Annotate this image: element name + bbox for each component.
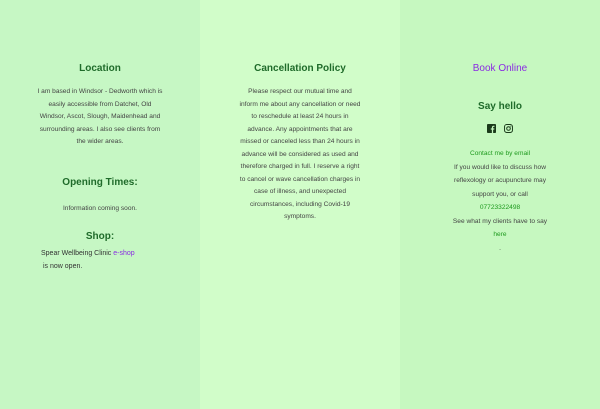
opening-times-heading: Opening Times: xyxy=(62,177,138,188)
cancellation-heading: Cancellation Policy xyxy=(254,63,346,74)
shop-text xyxy=(41,247,135,273)
eshop-link[interactable]: e-shop xyxy=(113,250,135,257)
clients-text: See what my clients have to say xyxy=(452,217,548,225)
opening-times-text: Information coming soon. xyxy=(62,205,138,212)
location-column xyxy=(0,0,200,409)
shop-text-before: Spear Wellbeing Clinic xyxy=(41,250,114,257)
trailing-dot: . xyxy=(499,244,501,252)
cancellation-column xyxy=(200,0,400,409)
instagram-icon[interactable] xyxy=(504,124,513,133)
facebook-icon[interactable] xyxy=(487,124,496,133)
social-icons xyxy=(400,124,600,133)
book-online-link[interactable]: Book Online xyxy=(472,63,528,74)
shop-heading: Shop: xyxy=(85,231,115,242)
phone-link[interactable]: 07723322498 xyxy=(479,204,521,211)
location-heading: Location xyxy=(79,63,121,74)
cancellation-text: Please respect our mutual time and inform me about any cancellation or need to reschedule at least 24 hours in advance. Any appointments that are missed or canceled less than 24 hours in advance will be considered as used and therefore charged in full. I reserve a right to cancel or wave cancellation charges in case of illness, and unexpected circumstances, including Covid-19 symptoms. xyxy=(239,88,361,220)
clients-here-link[interactable]: here xyxy=(493,231,507,238)
contact-block xyxy=(400,147,600,255)
contact-text: If you would like to discuss how reflexology or acupuncture may support you, or call xyxy=(454,163,546,198)
contact-email-link[interactable]: Contact me by email xyxy=(469,150,531,157)
location-text: I am based in Windsor - Dedworth which is easily accessible from Datchet, Old Windsor, Ascot, Slough, Maidenhead and surrounding areas. I also see clients from the wider areas. xyxy=(37,88,163,145)
say-hello-heading: Say hello xyxy=(478,101,522,112)
contact-column xyxy=(400,0,600,409)
shop-text-after: is now open. xyxy=(43,263,83,270)
